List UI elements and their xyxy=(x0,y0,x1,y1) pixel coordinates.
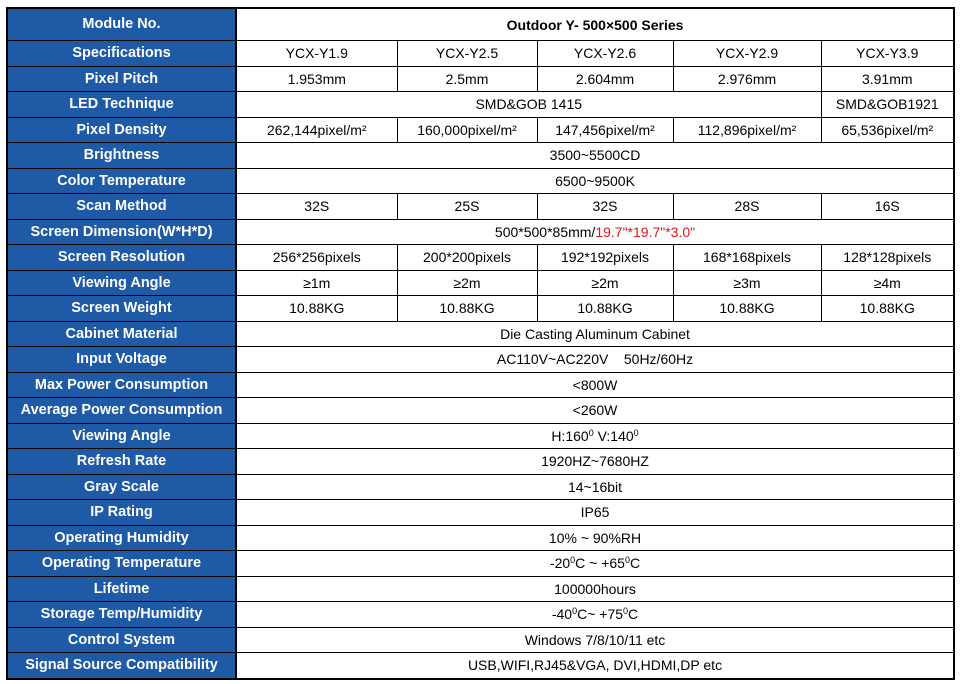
cell-value: 200*200pixels xyxy=(397,245,537,271)
storage-mid: C~ +75 xyxy=(577,606,624,623)
table-row xyxy=(7,653,954,679)
table-row xyxy=(7,143,954,169)
cell-value: 10.88KG xyxy=(821,296,954,322)
cell-value: AC110V~AC220V 50Hz/60Hz xyxy=(236,347,954,373)
row-label: Viewing Angle xyxy=(7,270,236,296)
degree-sup: 0 xyxy=(633,427,639,438)
cell-value: 3.91mm xyxy=(821,66,954,92)
module-no-label: Module No. xyxy=(7,8,236,41)
cell-value: 262,144pixel/m² xyxy=(236,117,397,143)
cell-value: 2.604mm xyxy=(537,66,673,92)
cell-value: SMD&GOB1921 xyxy=(821,92,954,118)
table-row xyxy=(7,270,954,296)
row-label: Max Power Consumption xyxy=(7,372,236,398)
cell-value: 100000hours xyxy=(236,576,954,602)
cell-value: YCX-Y1.9 xyxy=(236,41,397,67)
degree-sup: 0 xyxy=(572,606,578,617)
row-label: Input Voltage xyxy=(7,347,236,373)
row-label: Pixel Density xyxy=(7,117,236,143)
table-row xyxy=(7,398,954,424)
cell-value: 32S xyxy=(537,194,673,220)
angle-h: H:160 xyxy=(551,427,589,444)
row-label: Scan Method xyxy=(7,194,236,220)
spec-table xyxy=(6,7,955,680)
cell-value: YCX-Y2.9 xyxy=(673,41,821,67)
row-label: Screen Weight xyxy=(7,296,236,322)
dimension-imperial: 19.7"*19.7"*3.0" xyxy=(595,223,696,240)
storage-low: -40 xyxy=(551,606,573,623)
table-row xyxy=(7,576,954,602)
cell-value: 168*168pixels xyxy=(673,245,821,271)
cell-value: 32S xyxy=(236,194,397,220)
cell-value: YCX-Y2.5 xyxy=(397,41,537,67)
table-row xyxy=(7,66,954,92)
cell-value: USB,WIFI,RJ45&VGA, DVI,HDMI,DP etc xyxy=(236,653,954,679)
row-label: Storage Temp/Humidity xyxy=(7,602,236,628)
table-row xyxy=(7,627,954,653)
storage-end: C xyxy=(628,606,639,623)
row-label: Pixel Pitch xyxy=(7,66,236,92)
cell-value: ≥1m xyxy=(236,270,397,296)
cell-value: 1920HZ~7680HZ xyxy=(236,449,954,475)
cell-value: 2.5mm xyxy=(397,66,537,92)
cell-value xyxy=(236,423,954,449)
cell-value: 10.88KG xyxy=(673,296,821,322)
row-label: Specifications xyxy=(7,41,236,67)
table-row xyxy=(7,602,954,628)
cell-value xyxy=(236,551,954,577)
cell-value: 160,000pixel/m² xyxy=(397,117,537,143)
cell-value: 65,536pixel/m² xyxy=(821,117,954,143)
table-row xyxy=(7,41,954,67)
table-row xyxy=(7,117,954,143)
row-label: Screen Dimension(W*H*D) xyxy=(7,219,236,245)
row-label: IP Rating xyxy=(7,500,236,526)
cell-value xyxy=(236,219,954,245)
cell-value: 10.88KG xyxy=(537,296,673,322)
cell-value: 28S xyxy=(673,194,821,220)
row-label: Signal Source Compatibility xyxy=(7,653,236,679)
cell-value: 10.88KG xyxy=(236,296,397,322)
row-label: Operating Temperature xyxy=(7,551,236,577)
degree-sup: 0 xyxy=(623,606,629,617)
table-row xyxy=(7,423,954,449)
table-row xyxy=(7,347,954,373)
temp-low: -20 xyxy=(549,555,571,572)
cell-value: ≥2m xyxy=(397,270,537,296)
table-row xyxy=(7,168,954,194)
cell-value: 2.976mm xyxy=(673,66,821,92)
cell-value: 6500~9500K xyxy=(236,168,954,194)
table-row xyxy=(7,321,954,347)
row-label: Gray Scale xyxy=(7,474,236,500)
row-label: Average Power Consumption xyxy=(7,398,236,424)
degree-sup: 0 xyxy=(624,555,630,566)
cell-value: 256*256pixels xyxy=(236,245,397,271)
cell-value: IP65 xyxy=(236,500,954,526)
cell-value xyxy=(236,602,954,628)
table-row xyxy=(7,245,954,271)
temp-end: C xyxy=(630,555,641,572)
row-label: Cabinet Material xyxy=(7,321,236,347)
cell-value: Windows 7/8/10/11 etc xyxy=(236,627,954,653)
table-row xyxy=(7,92,954,118)
cell-value: 112,896pixel/m² xyxy=(673,117,821,143)
row-label: Color Temperature xyxy=(7,168,236,194)
cell-value: SMD&GOB 1415 xyxy=(236,92,821,118)
row-label: Viewing Angle xyxy=(7,423,236,449)
cell-value: 1.953mm xyxy=(236,66,397,92)
cell-value: <260W xyxy=(236,398,954,424)
angle-v: V:140 xyxy=(593,427,634,444)
dimension-metric: 500*500*85mm/ xyxy=(494,223,596,240)
cell-value: YCX-Y3.9 xyxy=(821,41,954,67)
cell-value: 10.88KG xyxy=(397,296,537,322)
table-row xyxy=(7,219,954,245)
cell-value: YCX-Y2.6 xyxy=(537,41,673,67)
degree-sup: 0 xyxy=(570,555,576,566)
table-row xyxy=(7,296,954,322)
cell-value: 192*192pixels xyxy=(537,245,673,271)
cell-value: 3500~5500CD xyxy=(236,143,954,169)
cell-value: ≥4m xyxy=(821,270,954,296)
table-row xyxy=(7,449,954,475)
cell-value: ≥3m xyxy=(673,270,821,296)
table-row xyxy=(7,372,954,398)
row-label: Brightness xyxy=(7,143,236,169)
cell-value: <800W xyxy=(236,372,954,398)
row-label: Lifetime xyxy=(7,576,236,602)
cell-value: Die Casting Aluminum Cabinet xyxy=(236,321,954,347)
row-label: Control System xyxy=(7,627,236,653)
cell-value: 147,456pixel/m² xyxy=(537,117,673,143)
table-row xyxy=(7,500,954,526)
series-title: Outdoor Y- 500×500 Series xyxy=(236,8,954,41)
table-row xyxy=(7,525,954,551)
table-row xyxy=(7,551,954,577)
row-label: LED Technique xyxy=(7,92,236,118)
row-label: Refresh Rate xyxy=(7,449,236,475)
table-header-row xyxy=(7,8,954,41)
temp-mid: C ~ +65 xyxy=(575,555,625,572)
table-row xyxy=(7,194,954,220)
cell-value: ≥2m xyxy=(537,270,673,296)
table-row xyxy=(7,474,954,500)
cell-value: 14~16bit xyxy=(236,474,954,500)
row-label: Screen Resolution xyxy=(7,245,236,271)
cell-value: 128*128pixels xyxy=(821,245,954,271)
row-label: Operating Humidity xyxy=(7,525,236,551)
cell-value: 25S xyxy=(397,194,537,220)
degree-sup: 0 xyxy=(588,427,594,438)
cell-value: 16S xyxy=(821,194,954,220)
cell-value: 10% ~ 90%RH xyxy=(236,525,954,551)
